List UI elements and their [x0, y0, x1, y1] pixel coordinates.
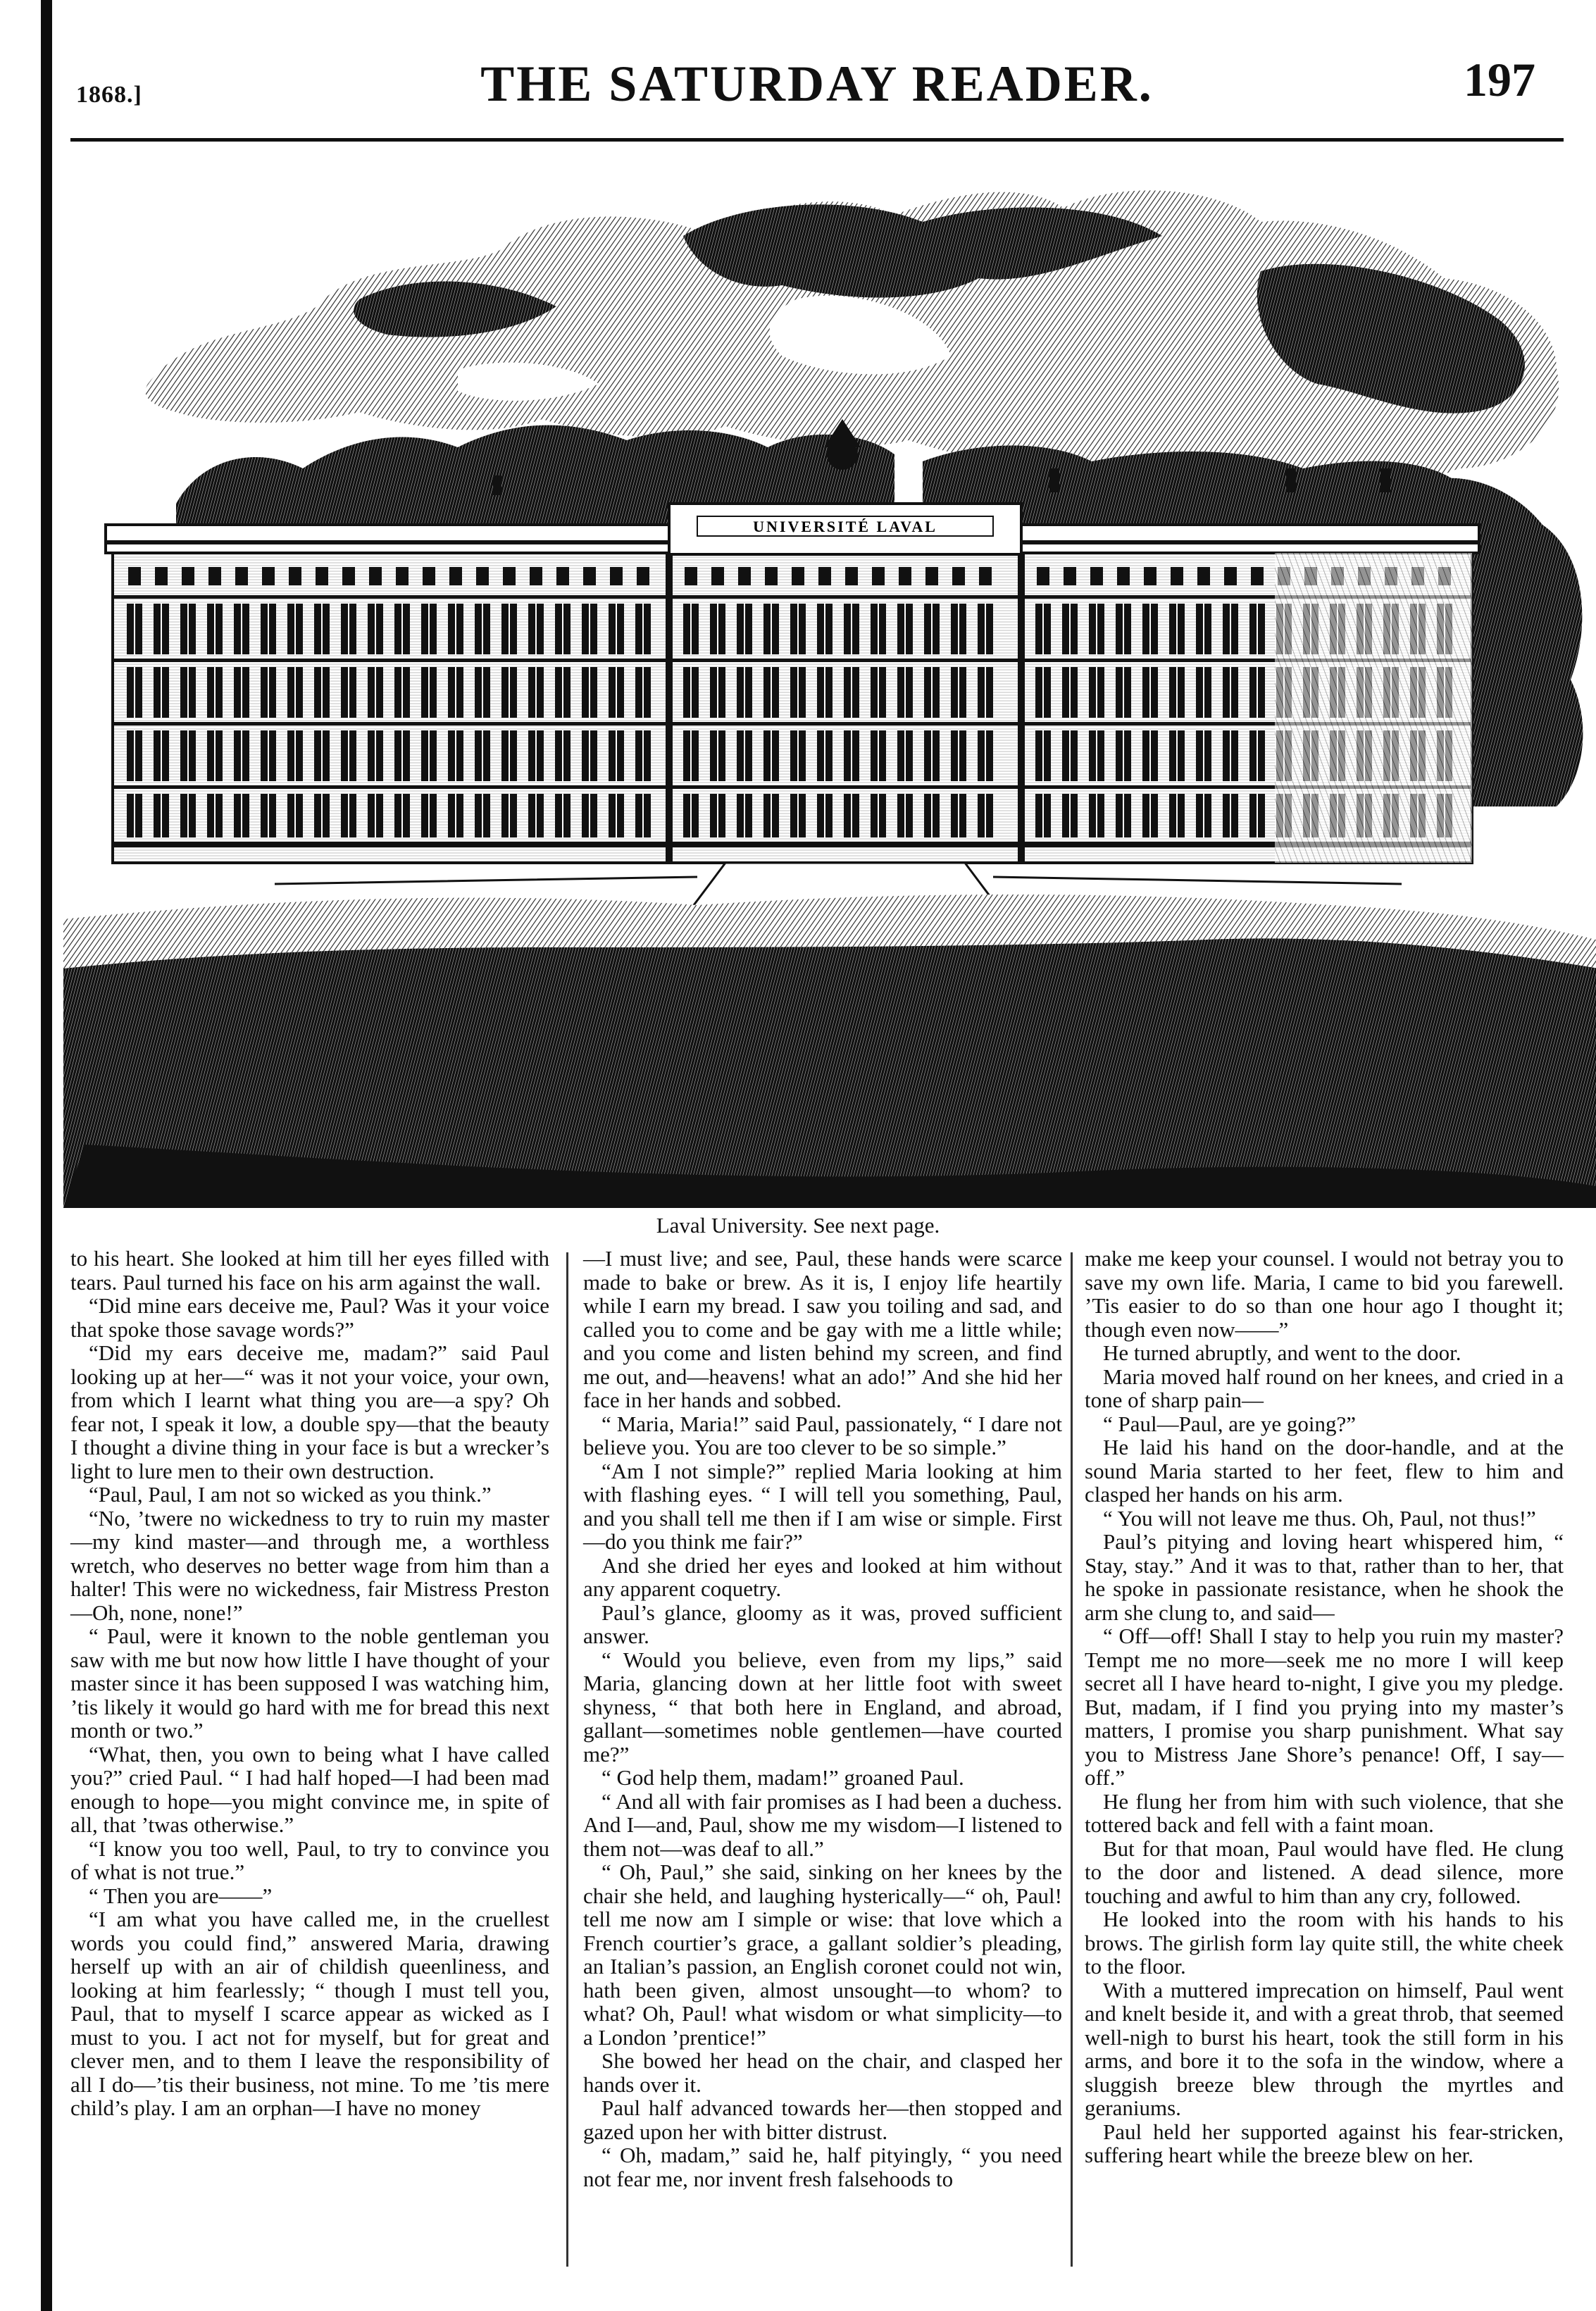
paragraph: “ Oh, Paul,” she said, sinking on her knees by the chair she held, and laughing hysterically—“ oh, Paul! tell me now am I simple or wise: that love which a French courtier’s grace, a gallant soldier’s pleading, an Italian’s passion, an English coronet could not win, hath been given, almost unsought—to whom? to what? Oh, Paul! what wisdom or what simplicity—to a London ’prentice!”: [583, 1860, 1062, 2050]
paragraph: And she dried her eyes and looked at him without any apparent coquetry.: [583, 1552, 1062, 1601]
paragraph: She bowed her head on the chair, and clasped her hands over it.: [583, 2048, 1062, 2097]
issue-year: 1868.]: [76, 82, 142, 108]
paragraph: “Did my ears deceive me, madam?” said Paul looking up at her—“ was it not your voice, your own, from which I learnt what thing you are—a spy? Oh fear not, I speak it low, a double spy—that the beauty I thought a divine thing in your face is but a wrecker’s light to lure men to their own destruction.: [70, 1340, 549, 1483]
paragraph: “ Paul, were it known to the noble gentleman you saw with me but now how little I have thought of your master since it has been supposed I was watching him, ’tis likely it would go hard with me for bread this next month or two.”: [70, 1624, 549, 1743]
column-rule: [1071, 1252, 1073, 2267]
paragraph: “ Paul—Paul, are ye going?”: [1103, 1411, 1356, 1436]
paragraph: “What, then, you own to being what I have called you?” cried Paul. “ I had half hoped—I had been mad enough to hope—you might convince me, in spite of all, that ’twas otherwise.”: [70, 1741, 549, 1837]
paragraph: “ Then you are——”: [89, 1883, 273, 1908]
illustration-caption: Laval University. See next page.: [656, 1213, 940, 1238]
paragraph: Paul’s pitying and loving heart whispered him, “ Stay, stay.” And it was to that, rather than to her, that he spoke in passionate resistance, when he shook the arm she clung to, and said—: [1085, 1529, 1564, 1625]
paragraph: “ Would you believe, even from my lips,” said Maria, glancing down at her little foot with sweet shyness, “ that both here in England, and abroad, gallant—sometimes noble gentlemen—have courted me?”: [583, 1647, 1062, 1767]
paragraph: “I am what you have called me, in the cruellest words you could find,” answered Maria, drawing herself up with an air of childish queenliness, and looking at him fearlessly; “ though I must tell you, Paul, that to myself I scarce appear as wicked as I must to you. I act not for myself, but for great and clever men, and to them I leave the responsibility of all I do—’tis their business, not mine. To me ’tis mere child’s play. I am an orphan—I have no money: [70, 1907, 549, 2120]
facade-sign-text: UNIVERSITÉ LAVAL: [753, 518, 937, 535]
paragraph: —I must live; and see, Paul, these hands were scarce made to bake or brew. As it is, I enjoy life heartily while I earn my bread. I saw you toiling and sad, and called you to come and be gay with me a little while; and you come and listen behind my screen, and find me out, and—heavens! what an ado!” And she hid her face in her hands and sobbed.: [583, 1246, 1062, 1412]
paragraph: “ Off—off! Shall I stay to help you ruin my master? Tempt me no more—seek me no more I will keep secret all I have heard to-night, I give you my pledge. But, madam, if I find you prying into my master’s matters, I promise you sharp punishment. What say you to Mistress Jane Shore’s penance! Off, I say—off.”: [1085, 1624, 1564, 1790]
paragraph: “Paul, Paul, I am not so wicked as you think.”: [89, 1482, 492, 1507]
paragraph: “I know you too well, Paul, to try to convince you of what is not true.”: [70, 1836, 549, 1884]
column-rule: [566, 1252, 568, 2267]
paragraph: Paul half advanced towards her—then stopped and gazed upon her with bitter distrust.: [583, 2095, 1062, 2144]
text-column-3: [1085, 1247, 1564, 2167]
paragraph: He flung her from him with such violence, that she tottered back and fell with a faint moan.: [1085, 1788, 1564, 1837]
paragraph: “ Maria, Maria!” said Paul, passionately, “ I dare not believe you. You are too clever to be so simple.”: [583, 1411, 1062, 1459]
paragraph: Maria moved half round on her knees, and cried in a tone of sharp pain—: [1085, 1364, 1564, 1412]
paragraph: make me keep your counsel. I would not betray you to save my own life. Maria, I came to bid you farewell. ’Tis easier to do so than one hour ago I thought it; though even now——”: [1085, 1246, 1564, 1342]
header-rule: [70, 138, 1564, 142]
paragraph: Paul’s glance, gloomy as it was, proved sufficient answer.: [583, 1600, 1062, 1648]
text-column-2: [583, 1247, 1062, 2191]
laval-university-engraving: [63, 173, 1596, 1208]
paragraph: “Did mine ears deceive me, Paul? Was it your voice that spoke those savage words?”: [70, 1293, 549, 1342]
paragraph: But for that moan, Paul would have fled. He clung to the door and listened. A dead silence, more touching and awful to him than any cry, followed.: [1085, 1836, 1564, 1908]
paragraph: to his heart. She looked at him till her eyes filled with tears. Paul turned his face on his arm against the wall.: [70, 1246, 549, 1295]
paragraph: “ And all with fair promises as I had been a duchess. And I—and, Paul, show me my wisdom—I listened to them not—was deaf to all.”: [583, 1788, 1062, 1861]
page-edge-rule: [41, 0, 52, 2311]
article-columns: [70, 1247, 1564, 2289]
newspaper-title: THE SATURDAY READER.: [480, 56, 1154, 112]
paragraph: Paul held her supported against his fear-stricken, suffering heart while the breeze blew on her.: [1085, 2119, 1564, 2167]
page-number: 197: [1464, 53, 1535, 106]
text-column-1: [70, 1247, 549, 2120]
paragraph: “ Oh, madam,” said he, half pityingly, “ you need not fear me, nor invent fresh falsehoods to: [583, 2143, 1062, 2191]
masthead: [70, 42, 1564, 134]
paragraph: “ God help them, madam!” groaned Paul.: [601, 1765, 964, 1790]
paragraph: “No, ’twere no wickedness to try to ruin my master—my kind master—and through me, a worthless wretch, who deserves no better wage from him than a halter! This were no wickedness, fair Mistress Preston—Oh, none, none!”: [70, 1505, 549, 1625]
paragraph: He laid his hand on the door-handle, and at the sound Maria started to her feet, flew to him and clasped her hands on his arm.: [1085, 1435, 1564, 1507]
paragraph: With a muttered imprecation on himself, Paul went and knelt beside it, and with a great throb, that seemed well-nigh to burst his heart, took the still form in his arms, and bore it to the sofa in the window, where a sluggish breeze blew through the myrtles and geraniums.: [1085, 1977, 1564, 2120]
paragraph: He turned abruptly, and went to the door.: [1103, 1340, 1461, 1365]
paragraph: He looked into the room with his hands to his brows. The girlish form lay quite still, the white cheek to the floor.: [1085, 1907, 1564, 1979]
paragraph: “Am I not simple?” replied Maria looking at him with flashing eyes. “ I will tell you something, Paul, and you shall tell me then if I am wise or simple. First—do you think me fair?”: [583, 1458, 1062, 1554]
paragraph: “ You will not leave me thus. Oh, Paul, not thus!”: [1103, 1505, 1536, 1531]
